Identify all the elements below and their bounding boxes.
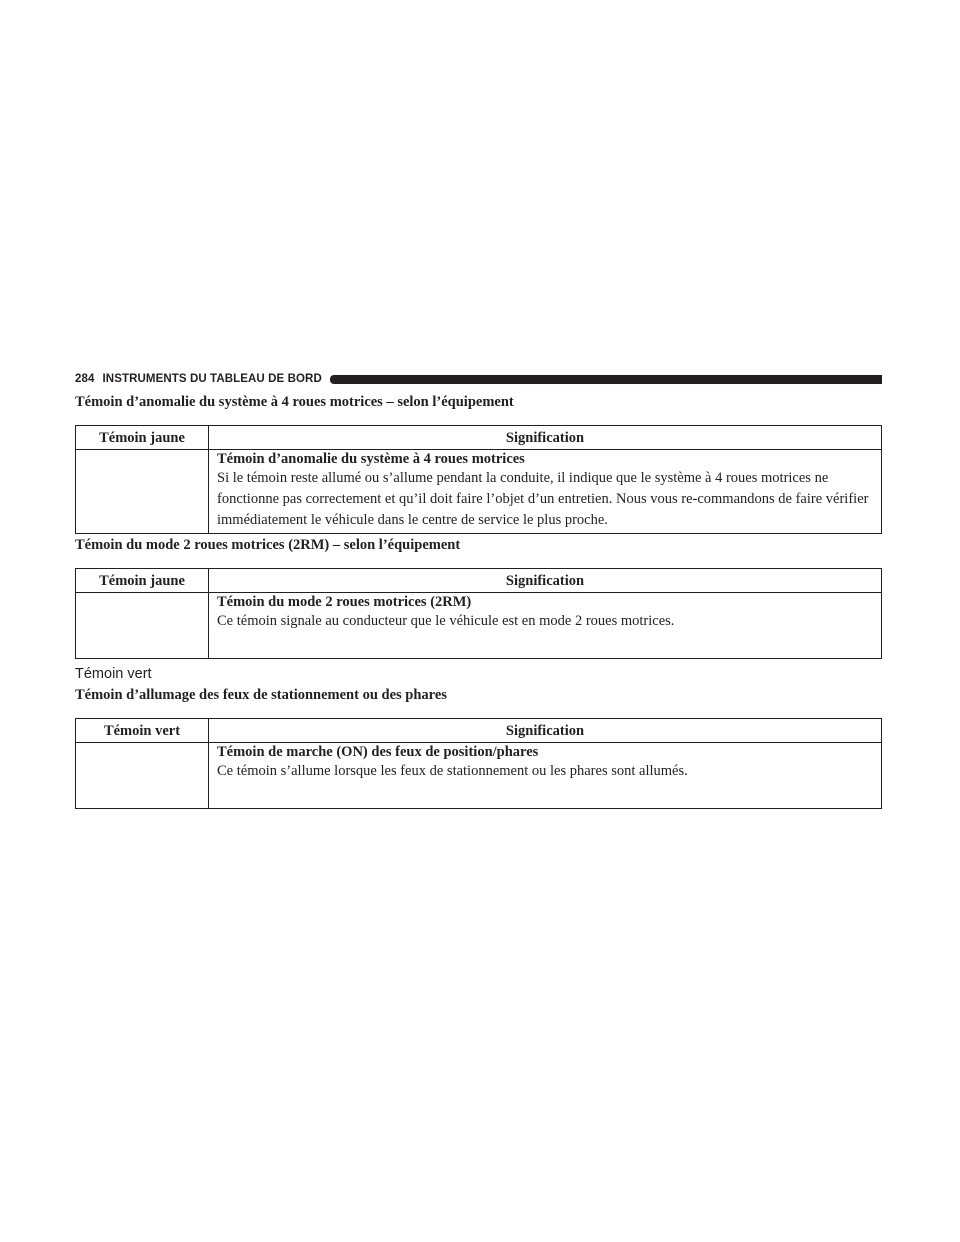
table-parking-lights <box>75 718 882 809</box>
col-header-meaning: Signification <box>209 569 882 593</box>
section-name: INSTRUMENTS DU TABLEAU DE BORD <box>102 373 322 385</box>
meaning-text: Si le témoin reste allumé ou s’allume pendant la conduite, il indique que le système à 4 roues motrices ne fonctionne pas correctement et qu’il doit faire l’objet d’un entretien. Nous vous re-commandons de faire vérifier immédiatement le véhicule dans le centre de service le plus proche. <box>217 470 869 528</box>
col-header-indicator: Témoin jaune <box>76 426 209 450</box>
meaning-cell <box>209 450 882 534</box>
heading-2wd-mode: Témoin du mode 2 roues motrices (2RM) – selon l’équipement <box>75 537 461 553</box>
heading-4wd-malfunction: Témoin d’anomalie du système à 4 roues motrices – selon l’équipement <box>75 394 514 410</box>
meaning-text: Ce témoin signale au conducteur que le véhicule est en mode 2 roues motrices. <box>217 613 675 629</box>
col-header-indicator: Témoin vert <box>76 719 209 743</box>
page-number: 284 <box>75 373 95 385</box>
meaning-title: Témoin d’anomalie du système à 4 roues motrices <box>217 451 525 467</box>
meaning-text: Ce témoin s’allume lorsque les feux de stationnement ou les phares sont allumés. <box>217 763 688 779</box>
indicator-icon-cell <box>76 593 209 659</box>
meaning-title: Témoin de marche (ON) des feux de position/phares <box>217 744 539 760</box>
col-header-meaning: Signification <box>209 426 882 450</box>
header-rule <box>330 375 882 384</box>
meaning-cell <box>209 593 882 659</box>
indicator-icon-cell <box>76 743 209 809</box>
col-header-indicator: Témoin jaune <box>76 569 209 593</box>
table-4wd-malfunction <box>75 425 882 534</box>
meaning-cell <box>209 743 882 809</box>
table-2wd-mode <box>75 568 882 659</box>
col-header-meaning: Signification <box>209 719 882 743</box>
subsection-title: Témoin vert <box>75 666 152 682</box>
meaning-title: Témoin du mode 2 roues motrices (2RM) <box>217 594 472 610</box>
page-header <box>75 371 882 387</box>
indicator-icon-cell <box>76 450 209 534</box>
heading-parking-lights: Témoin d’allumage des feux de stationnement ou des phares <box>75 687 447 703</box>
